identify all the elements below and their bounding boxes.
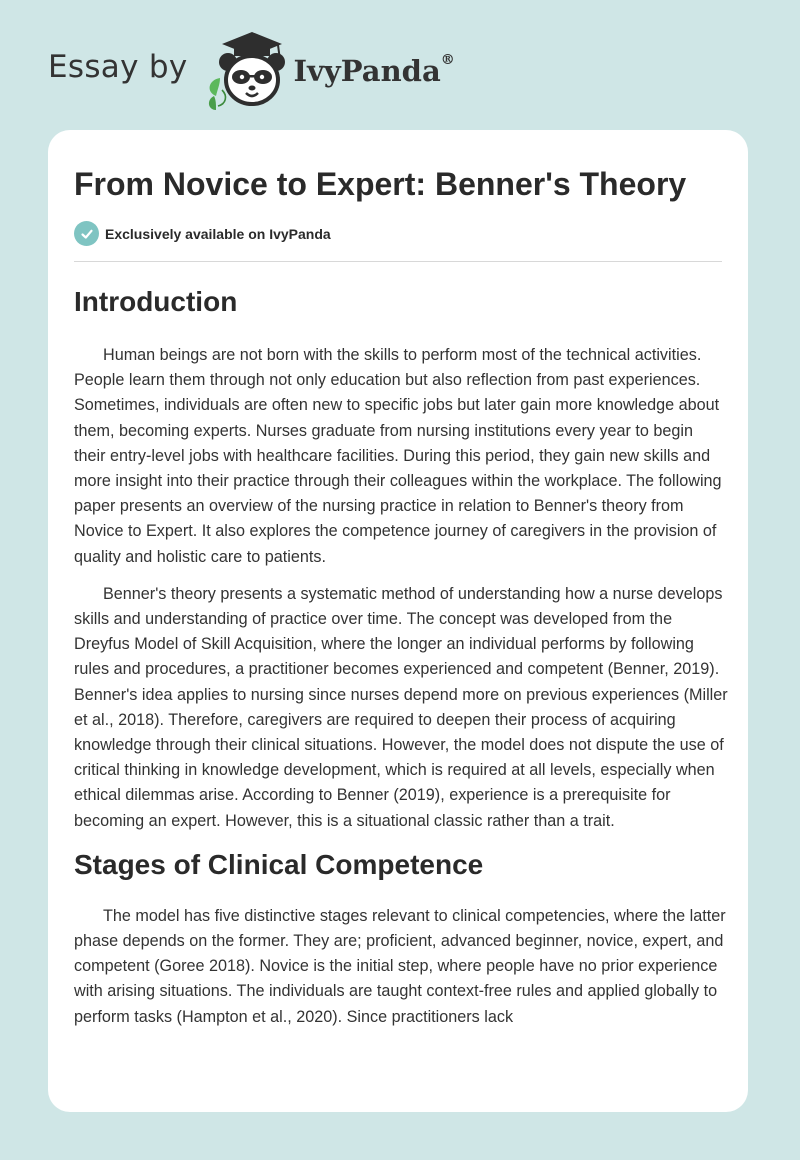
brand-name: IvyPanda® xyxy=(293,52,455,88)
exclusive-badge xyxy=(74,221,331,246)
site-header xyxy=(48,30,455,110)
section-heading-stages: Stages of Clinical Competence xyxy=(74,848,484,880)
page-title: From Novice to Expert: Benner's Theory xyxy=(74,166,687,202)
section-heading-introduction: Introduction xyxy=(74,286,238,317)
check-icon xyxy=(74,221,99,246)
panda-graduate-logo-icon[interactable] xyxy=(200,30,292,110)
paragraph: Human beings are not born with the skills to perform most of the technical activities. People learn them through not only education but also reflection from past experiences. Sometimes, individuals are often new to specific jobs but later gain more knowledge about them, becoming experts. Nurses graduate from nursing institutions every year to begin their entry-level jobs with healthcare facilities. During this period, they gain new skills and more insight into their practice through their colleagues within the workplace. The following paper presents an overview of the nursing practice in relation to Benner's theory from Novice to Expert. It also explores the competence journey of caregivers in the provision of quality and holistic care to patients. xyxy=(74,346,722,566)
essay-card xyxy=(48,130,748,1112)
paragraph: Benner's theory presents a systematic method of understanding how a nurse develops skills and understanding of practice over time. The concept was developed from the Dreyfus Model of Skill Acquisition, where the longer an individual performs by following rules and procedures, a practitioner becomes experienced and competent (Benner, 2019). Benner's idea applies to nursing since nurses depend more on previous experiences (Miller et al., 2018). Therefore, caregivers are required to deepen their process of acquiring knowledge through their clinical situations. However, the model does not dispute the use of critical thinking in knowledge development, which is required at all levels, especially when ethical dilemmas arise. According to Benner (2019), experience is a prerequisite for becoming an expert. However, this is a situational classic rather than a trait. xyxy=(74,584,728,830)
registered-mark: ® xyxy=(440,52,455,68)
exclusive-label: Exclusively available on IvyPanda xyxy=(105,225,331,242)
divider xyxy=(74,261,722,262)
article-body xyxy=(74,280,728,1030)
essay-by-label: Essay by xyxy=(48,49,188,85)
paragraph: The model has five distinctive stages relevant to clinical competencies, where the latter phase depends on the former. They are; proficient, advanced beginner, novice, expert, and competent (Goree 2018). Novice is the initial step, where people have no prior experience with arising situations. The individuals are taught context-free rules and applied globally to perform tasks (Hampton et al., 2020). Since practitioners lack xyxy=(74,906,726,1026)
